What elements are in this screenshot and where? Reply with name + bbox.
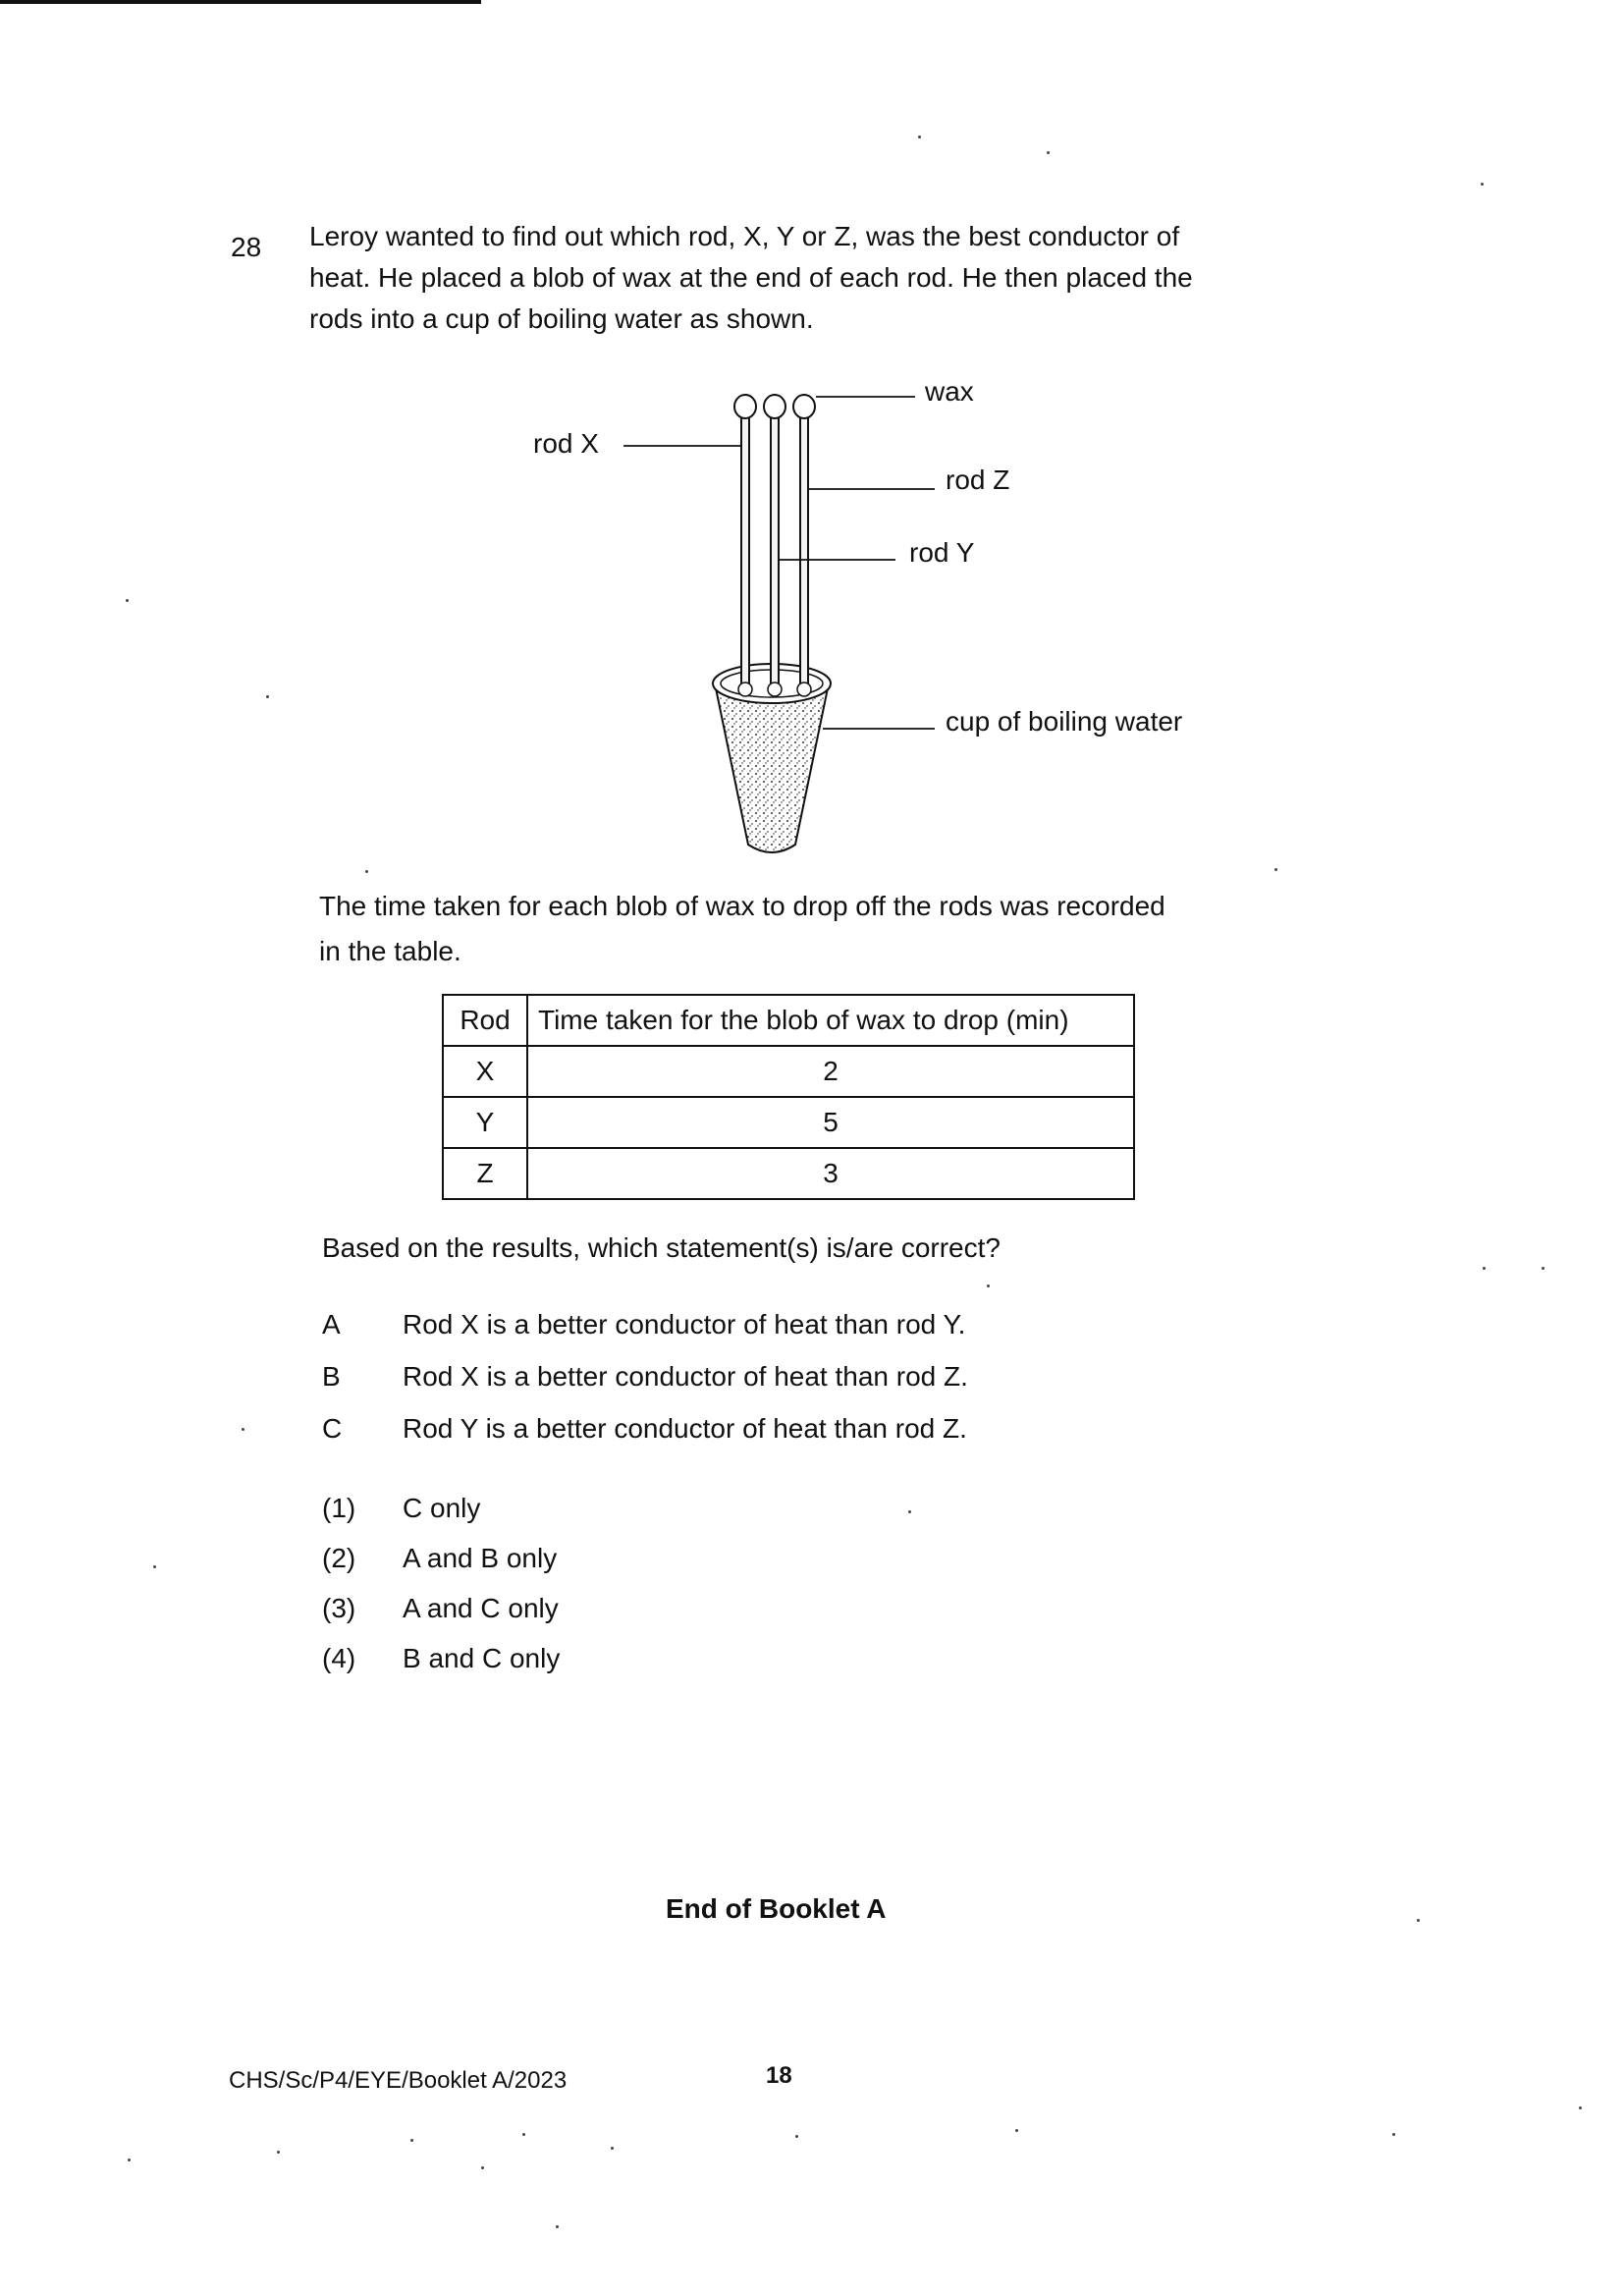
rods-in-cup-diagram (511, 363, 1257, 879)
statement-key: A (322, 1308, 341, 1339)
cell-time: 3 (527, 1148, 1134, 1199)
diagram-drawing (511, 363, 1257, 874)
wax-blob-z (793, 395, 815, 418)
header-rod: Rod (443, 995, 527, 1046)
results-intro-line: The time taken for each blob of wax to drop off the rods was recorded (319, 891, 1165, 921)
choice-text: A and C only (403, 1592, 559, 1623)
answer-choice (322, 1483, 560, 1533)
choice-key: (3) (322, 1592, 356, 1623)
scan-speck (1274, 868, 1277, 871)
scan-speck (153, 1565, 156, 1568)
choice-key: (1) (322, 1492, 356, 1523)
scan-speck (987, 1285, 990, 1287)
rod-y-base (768, 683, 782, 696)
rod-y-shape (771, 414, 779, 687)
cell-time: 2 (527, 1046, 1134, 1097)
scan-speck (126, 599, 129, 602)
scan-speck (365, 870, 368, 873)
scan-speck (1542, 1267, 1544, 1270)
scan-speck (1392, 2133, 1395, 2136)
cup-body (715, 683, 829, 852)
scan-speck (1417, 1919, 1420, 1922)
answer-choice (322, 1533, 560, 1583)
question-line: rods into a cup of boiling water as shown. (309, 303, 814, 334)
scan-speck (1481, 183, 1484, 186)
statement-key: B (322, 1360, 341, 1392)
statement-text: Rod X is a better conductor of heat than rod Z. (403, 1360, 968, 1392)
statement-item (322, 1298, 968, 1350)
statement-list (322, 1298, 968, 1454)
cell-time: 5 (527, 1097, 1134, 1148)
statement-text: Rod Y is a better conductor of heat than rod Z. (403, 1412, 967, 1444)
scan-speck (410, 2139, 413, 2142)
statement-item (322, 1402, 968, 1454)
scan-speck (611, 2147, 614, 2150)
results-intro (319, 884, 1262, 974)
table-header-row (443, 995, 1134, 1046)
question-line: heat. He placed a blob of wax at the end of each rod. He then placed the (309, 262, 1193, 293)
wax-blob-x (734, 395, 756, 418)
cell-rod: Z (443, 1148, 527, 1199)
rod-x-base (738, 683, 752, 696)
page-number: 18 (766, 2062, 792, 2089)
label-cup: cup of boiling water (946, 706, 1183, 737)
scan-speck (918, 136, 921, 138)
rod-z-base (797, 683, 811, 696)
header-time: Time taken for the blob of wax to drop (min) (527, 995, 1134, 1046)
scan-speck (556, 2225, 559, 2228)
label-rod-z: rod Z (946, 465, 1010, 495)
footer-code: CHS/Sc/P4/EYE/Booklet A/2023 (229, 2067, 568, 2094)
cell-rod: X (443, 1046, 527, 1097)
scan-speck (908, 1510, 911, 1513)
answer-choice (322, 1633, 560, 1683)
question-prompt: Based on the results, which statement(s) is/are correct? (322, 1232, 1001, 1263)
results-intro-line: in the table. (319, 936, 461, 966)
scan-speck (128, 2159, 131, 2161)
top-edge-line (0, 0, 481, 4)
choice-text: B and C only (403, 1642, 561, 1673)
label-rod-x: rod X (533, 428, 599, 459)
question-text (309, 216, 1291, 340)
end-of-booklet: End of Booklet A (666, 1893, 887, 1924)
question-line: Leroy wanted to find out which rod, X, Y or Z, was the best conductor of (309, 221, 1180, 251)
rod-x-shape (741, 414, 749, 687)
scan-speck (1015, 2129, 1018, 2132)
answer-choices (322, 1483, 560, 1683)
table-row (443, 1148, 1134, 1199)
cell-rod: Y (443, 1097, 527, 1148)
results-table (442, 994, 1135, 1200)
scan-speck (277, 2151, 280, 2154)
rod-z-shape (800, 414, 808, 687)
scan-speck (481, 2166, 484, 2169)
question-number: 28 (231, 232, 262, 262)
choice-text: A and B only (403, 1542, 558, 1573)
scan-speck (522, 2133, 525, 2136)
scan-speck (1483, 1267, 1486, 1270)
answer-choice (322, 1583, 560, 1633)
statement-item (322, 1350, 968, 1402)
statement-text: Rod X is a better conductor of heat than rod Y. (403, 1308, 966, 1339)
scan-speck (242, 1428, 244, 1431)
wax-blob-y (764, 395, 785, 418)
scan-speck (1047, 151, 1050, 154)
table-row (443, 1046, 1134, 1097)
statement-key: C (322, 1412, 343, 1444)
scan-speck (795, 2135, 798, 2138)
scan-speck (1579, 2106, 1582, 2109)
choice-key: (2) (322, 1542, 356, 1573)
label-wax: wax (925, 376, 974, 407)
label-rod-y: rod Y (909, 537, 975, 568)
table-row (443, 1097, 1134, 1148)
choice-key: (4) (322, 1642, 356, 1673)
choice-text: C only (403, 1492, 481, 1523)
scan-speck (266, 695, 269, 698)
